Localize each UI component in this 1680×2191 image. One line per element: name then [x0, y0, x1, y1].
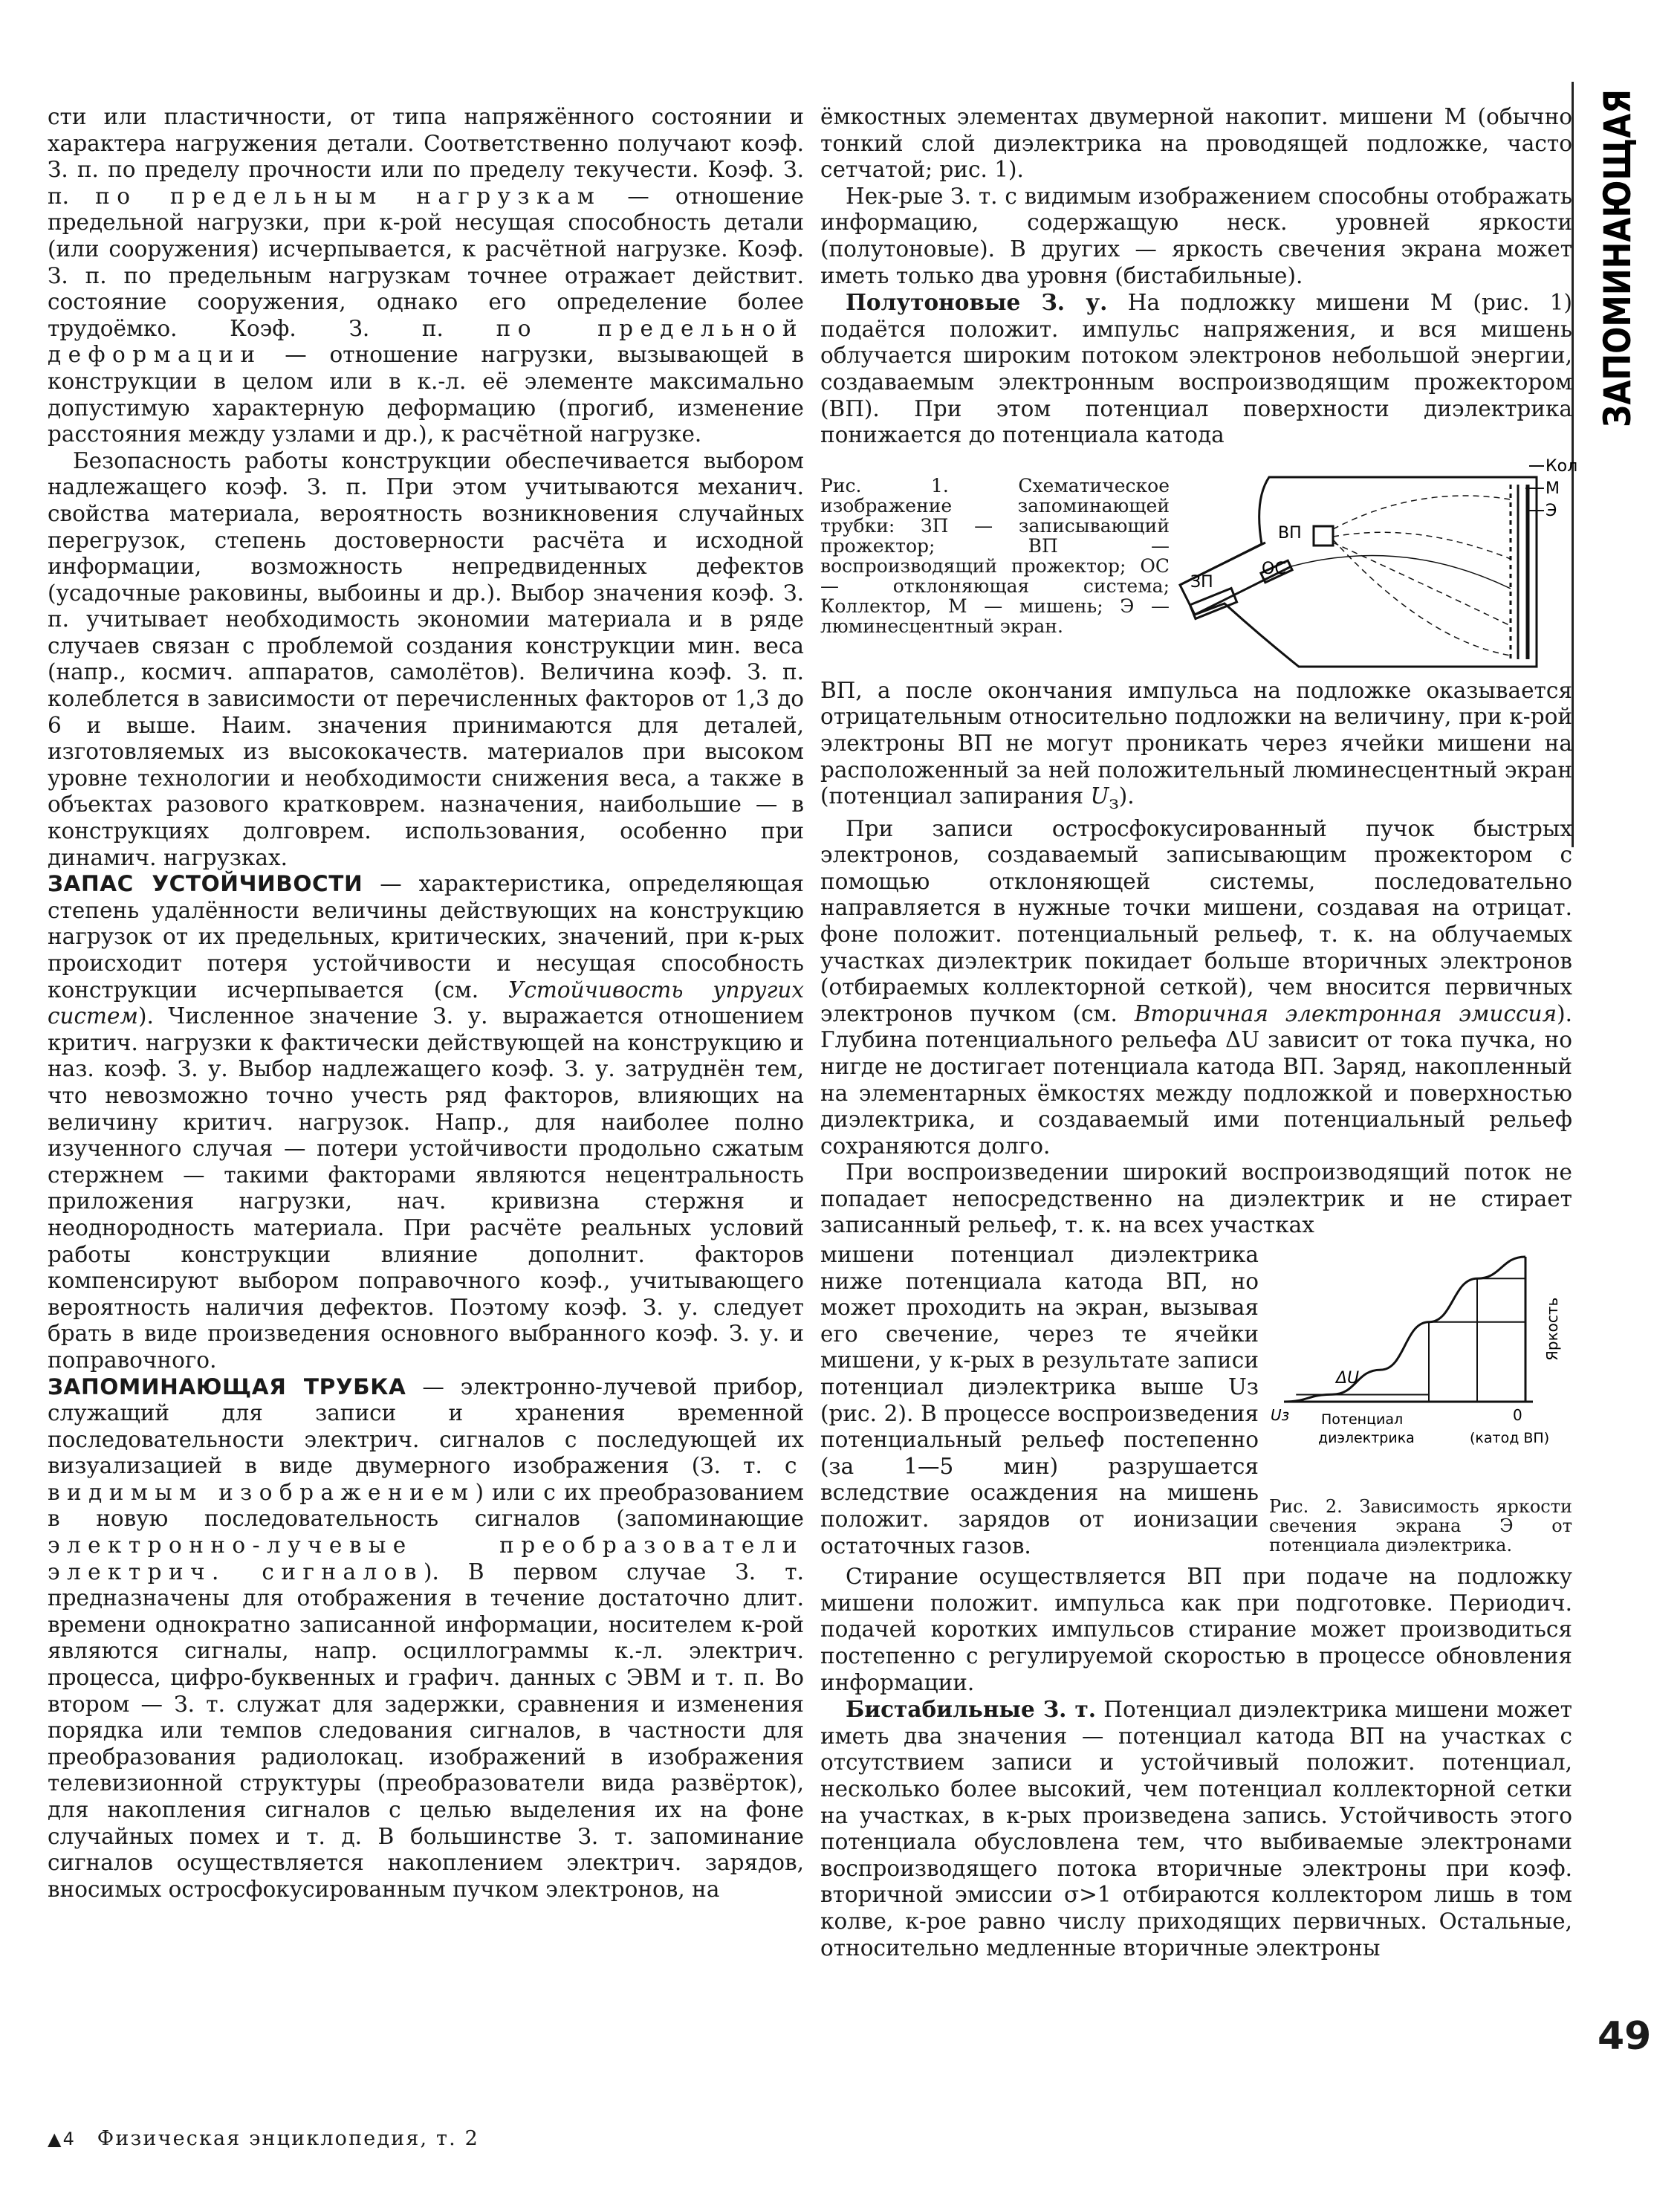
paragraph-r4: ВП, а после окончания импульса на подложке оказывается отрицательным относительно подложки на величину, при к-рой электроны ВП не могут проникать через ячейки мишени на расположенный за ней положительный люминесцентный экран (потенциал запирания $U_з$). — [820, 677, 1572, 813]
readout-gun — [1314, 526, 1333, 546]
running-title-text: ЗАПОМИНАЮЩАЯ — [1596, 31, 1639, 427]
paragraph-safety: Безопасность работы конструкции обеспечивается выбором надлежащего коэф. З. п. При этом учитываются механич. свойства материала, вероятность возникновения случайных перегрузок, степень достоверности расчёта и исходной информации, возможность непредвиденных дефектов (усадочные раковины, выбоины и др.). Выбор значения коэф. З. п. учитывает необходимость экономии материала и в ряде случаев связан с проблемой создания конструкции мин. веса (напр., космич. аппаратов, самолётов). Величина коэф. З. п. колеблется в зависимости от перечисленных факторов от 1,3 до 6 и выше. Наим. значения принимаются для деталей, изготовляемых из высококачеств. материалов при высоком уровне технологии и необходимости снижения веса, а также в объектах разового кратковрем. назначения, наибольшие — в конструкциях долговрем. использования, особенно при динамич. нагрузках. — [48, 447, 804, 870]
cathode-label: (катод ВП) — [1470, 1430, 1550, 1447]
label-zp: ЗП — [1190, 572, 1213, 592]
subhead-polutonovye: Полутоновые З. у. — [846, 289, 1108, 316]
label-os: ОС — [1262, 559, 1286, 578]
left-column — [48, 104, 804, 1903]
figure-2-caption: Рис. 2. Зависимость яркости свечения экрана Э от потенциала диэлектрика. — [1269, 1495, 1572, 1556]
cross-reference-emission: Вторичная электронная эмиссия — [1134, 1000, 1557, 1026]
paragraph-bistabilnye: Бистабильные З. т. Потенциал диэлектрика мишени может иметь два значения — потенциал катода ВП на участках с отсутствием записи и устойчивый положит. потенциал, несколько более высокий, чем потенциал коллекторной сетки на участках, в к-рых произведена запись. Устойчивость этого потенциала обусловлена тем, что выбиваемые электронами воспроизводящего потока вторичные электроны при коэф. вторичной эмиссии σ>1 отбираются коллектором лишь в том колве, к-рое равно числу приходящих первичных. Остальные, относительно медленные вторичные электроны — [820, 1696, 1572, 1961]
paragraph-zapas-prochnosti-cont: сти или пластичности, от типа напряжённого состоянии и характера нагружения детали. Соответственно получают коэф. З. п. по пределу прочности или по пределу текучести. Коэф. З. п. по предельным нагрузкам — отношение предельной нагрузки, при к-рой несущая способность детали (или сооружения) исчерпывается, к расчётной нагрузке. Коэф. З. п. по предельным нагрузкам точнее отражает действит. состояние сооружения, однако его определение более трудоёмко. Коэф. З. п. по предельной деформации — отношение нагрузки, вызывающей в конструкции в целом или в к.-л. её элементе максимально допустимую характерную деформацию (прогиб, изменение расстояния между узлами и др.), к расчётной нагрузке. — [48, 104, 804, 447]
headword-zapas-ustoichivosti: ЗАПАС УСТОЙЧИВОСТИ — [48, 871, 363, 897]
paragraph-r5: При записи остросфокусированный пучок быстрых электронов, создаваемый записывающим прожектором с помощью отклоняющей системы, последовательно направляется в нужные точки мишени, создавая на отрицат. фоне положит. потенциальный рельеф, т. к. на облучаемых участках диэлектрик покидает больше вторичных электронов (отбираемых коллекторной сеткой), чем вносится первичных электронов пучком (см. Вторичная электронная эмиссия). Глубина потенциального рельефа ΔU зависит от тока пучка, но нигде не достигает потенциала катода ВП. Заряд, накопленный на элементарных ёмкостях между подложкой и поверхностью диэлектрика, и создаваемый ими потенциальный рельеф сохраняются долго. — [820, 815, 1572, 1159]
paragraph-r6: При воспроизведении широкий воспроизводящий поток не попадает непосредственно на диэлектрик и не стирает записанный рельеф, т. к. на всех участках — [820, 1159, 1572, 1238]
footer-text: Физическая энциклопедия, т. 2 — [97, 2127, 479, 2150]
zero-label: 0 — [1513, 1406, 1522, 1425]
paragraph-r6-float: мишени потенциал диэлектрика ниже потенциала катода ВП, но может проходить на экран, вызывая его свечение, через те ячейки мишени, у к-рых в результате записи потенциал диэлектрика выше Uз (рис. 2). В процессе воспроизведения потенциальный рельеф постепенно (за 1—5 мин) разрушается вследствие осаждения на мишень положит. зарядов от ионизации остаточных газов. — [820, 1242, 1259, 1559]
headword-zapominayushchaya-trubka: ЗАПОМИНАЮЩАЯ ТРУБКА — [48, 1373, 406, 1399]
right-column — [820, 104, 1578, 1961]
paragraph-polutonovye: Полутоновые З. у. На подложку мишени М (рис. 1) подаётся положит. импульс напряжения, и вся мишень облучается широким потоком электронов небольшой энергии, создаваемым электронным воспроизводящим прожектором (ВП). При этом потенциал поверхности диэлектрика понижается до потенциала катода — [820, 289, 1572, 448]
figure-1-caption: Рис. 1. Схематическое изображение запоминающей трубки: ЗП — записывающий прожектор; ВП — воспроизводящий прожектор; ОС — отклоняющая система; Коллектор, М — мишень; Э — люминесцентный экран. — [820, 474, 1170, 637]
readout-beam — [1333, 496, 1511, 656]
cross-reference: Устойчивость упругих систем — [48, 977, 804, 1029]
page-number: 49 — [1598, 2014, 1652, 2059]
paragraph-r2: Нек-рые З. т. с видимым изображением способны отображать информацию, содержащую неск. уровней яркости (полутоновые). В других — яркость свечения экрана может иметь только два уровня (бистабильные). — [820, 183, 1572, 288]
label-m: М — [1546, 479, 1560, 498]
entry-zapas-ustoichivosti: ЗАПАС УСТОЙЧИВОСТИ — характеристика, определяющая степень удалённости величины действующих на конструкцию нагрузок от их предельных, критических, значений, при к-рых происходит потеря устойчивости и несущая способность конструкции исчерпывается (см. Устойчивость упругих систем). Численное значение З. у. выражается отношением критич. нагрузки к фактически действующей на конструкцию и наз. коэф. З. у. Выбор надлежащего коэф. З. у. затруднён тем, что невозможно точно учесть ряд факторов, влияющих на величину критич. нагрузок. Напр., для наиболее полно изученного случая — потери устойчивости продольно сжатым стержнем — такими факторами являются нецентральность приложения нагрузки, нач. кривизна стержня и неоднородность материала. При расчёте реальных условий работы конструкции влияние дополнит. факторов компенсируют выбором поправочного коэф., учитывающего вероятность наличия дефектов. Поэтому коэф. З. у. следует брать в виде произведения основного выбранного коэф. З. у. и поправочного. — [48, 871, 805, 1373]
tube-outline — [1180, 477, 1537, 667]
label-vp: ВП — [1278, 523, 1302, 543]
figure-2-chart — [1269, 1242, 1572, 1487]
y-axis-label: Яркость — [1543, 1297, 1561, 1362]
entry-zapominayushchaya-trubka: ЗАПОМИНАЮЩАЯ ТРУБКА — электронно-лучевой прибор, служащий для записи и хранения временной последовательности электрич. сигналов с последующей их визуализацией в виде двумерного изображения (З. т. с видимым изображением) или с их преобразованием в новую последовательность сигналов (запоминающие электронно-лучевые преобразователи электрич. сигналов). В первом случае З. т. предназначены для отображения в течение достаточно длит. времени однократно записанной информации, носителем к-рой являются сигналы, напр. осциллограммы к.-л. электрич. процесса, цифро-буквенных и графич. данных с ЭВМ и т. п. Во втором — З. т. служат для задержки, сравнения и изменения порядка или темпов следования сигналов, в частности для преобразования радиолокац. изображений в изображения телевизионной структуры (преобразователи вида развёрток), для накопления сигналов с целью выделения их на фоне случайных помех и т. д. В большинстве З. т. запоминание сигналов осуществляется накоплением электрич. зарядов, вносимых остросфокусированным пучком электронов, на — [48, 1373, 804, 1902]
label-e: Э — [1546, 501, 1557, 520]
footer — [48, 2127, 479, 2150]
x-axis-label-2: диэлектрика — [1318, 1430, 1415, 1447]
label-kol: Кол — [1546, 456, 1578, 476]
subhead-bistabilnye: Бистабильные З. т. — [846, 1696, 1097, 1723]
figure-1-diagram — [1180, 455, 1578, 670]
footer-mark: ▲4 — [48, 2129, 77, 2149]
figure-2 — [1269, 1242, 1572, 1555]
figure-2-wrap — [820, 1242, 1572, 1559]
du-label: ΔU — [1336, 1369, 1360, 1388]
uz-label: Uз — [1271, 1406, 1290, 1425]
paragraph-r1: ёмкостных элементах двумерной накопит. мишени М (обычно тонкий слой диэлектрика на проводящей подложке, часто сетчатой; рис. 1). — [820, 104, 1572, 183]
x-axis-label-1: Потенциал — [1321, 1411, 1404, 1428]
running-title — [1596, 31, 1641, 431]
write-beam — [1291, 555, 1511, 589]
paragraph-r7: Стирание осуществляется ВП при подаче на подложку мишени положит. импульса как при подготовке. Периодич. подачей коротких импульсов стирание может производиться постепенно с регулируемой скоростью в процессе обновления информации. — [820, 1564, 1572, 1695]
figure-1 — [820, 455, 1578, 670]
